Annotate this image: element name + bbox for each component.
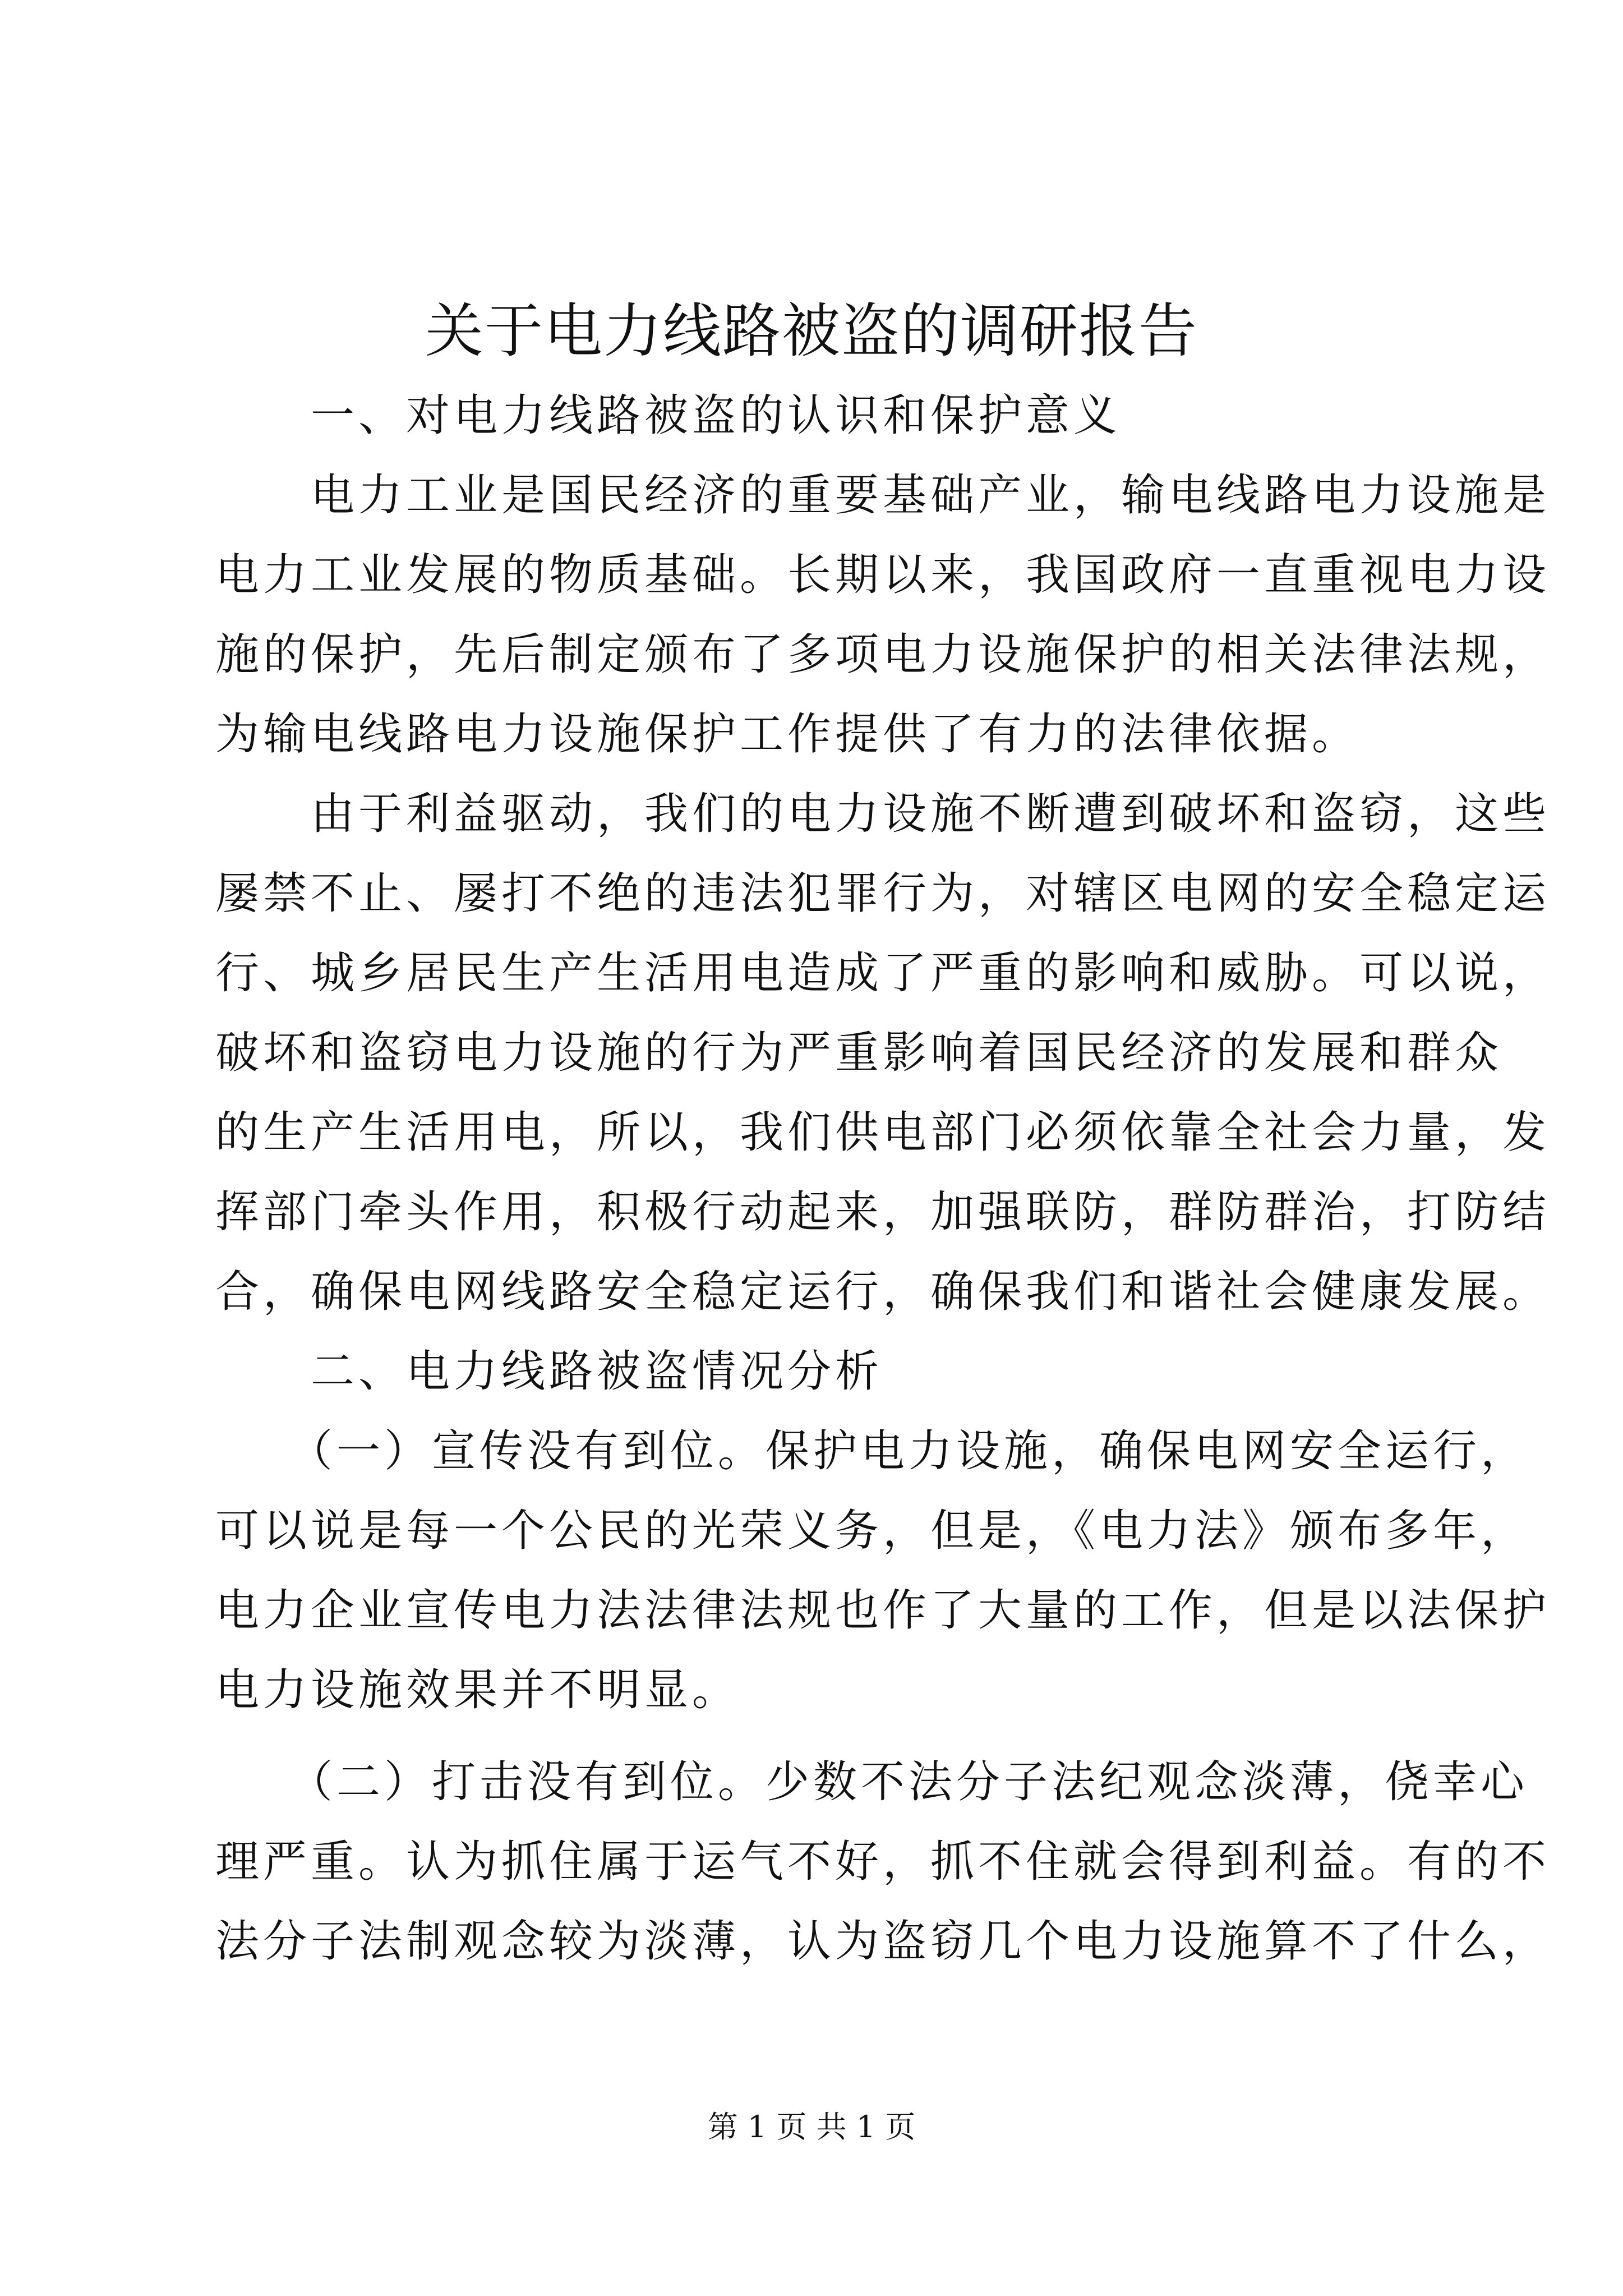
paragraph-line: 法分子法制观念较为淡薄，认为盗窃几个电力设施算不了什么， — [215, 1916, 1551, 1967]
paragraph-spacer — [215, 1730, 1427, 1742]
paragraph-line: 为输电线路电力设施保护工作提供了有力的法律依据。 — [215, 709, 1360, 760]
paragraph-line: 破坏和盗窃电力设施的行为严重影响着国民经济的发展和群众 — [215, 1028, 1503, 1078]
paragraph-line: 挥部门牵头作用，积极行动起来，加强联防，群防群治，打防结 — [215, 1187, 1551, 1237]
paragraph-line: 屡禁不止、屡打不绝的违法犯罪行为，对辖区电网的安全稳定运 — [215, 868, 1551, 919]
section-heading: 二、电力线路被盗情况分析 — [215, 1346, 883, 1397]
paragraph-line: 电力设施效果并不明显。 — [215, 1665, 740, 1715]
paragraph-line: 电力工业是国民经济的重要基础产业，输电线路电力设施是 — [215, 470, 1551, 521]
paragraph-line: 合，确保电网线路安全稳定运行，确保我们和谐社会健康发展。 — [215, 1267, 1551, 1317]
paragraph-line: 电力工业发展的物质基础。长期以来，我国政府一直重视电力设 — [215, 550, 1551, 600]
section-heading: 一、对电力线路被盗的认识和保护意义 — [215, 390, 1122, 441]
paragraph-line: 施的保护，先后制定颁布了多项电力设施保护的相关法律法规， — [215, 629, 1551, 680]
paragraph-line: 由于利益驱动，我们的电力设施不断遭到破坏和盗窃，这些 — [215, 789, 1551, 839]
paragraph-line: （二）打击没有到位。少数不法分子法纪观念淡薄，侥幸心 — [215, 1757, 1529, 1807]
paragraph-line: （一）宣传没有到位。保护电力设施，确保电网安全运行， — [215, 1426, 1529, 1476]
document-body — [215, 376, 1551, 1981]
paragraph-line: 理严重。认为抓住属于运气不好，抓不住就会得到利益。有的不 — [215, 1837, 1551, 1887]
paragraph-line: 的生产生活用电，所以，我们供电部门必须依靠全社会力量，发 — [215, 1107, 1551, 1158]
paragraph-line: 可以说是每一个公民的光荣义务，但是，《电力法》颁布多年， — [215, 1506, 1529, 1556]
paragraph-line: 行、城乡居民生产生活用电造成了严重的影响和威胁。可以说， — [215, 948, 1551, 999]
document-title: 关于电力线路被盗的调研报告 — [425, 297, 1198, 365]
paragraph-line: 电力企业宣传电力法法律法规也作了大量的工作，但是以法保护 — [215, 1585, 1551, 1636]
page-number: 第 1 页 共 1 页 — [707, 2109, 916, 2145]
page-footer — [0, 2105, 1623, 2150]
